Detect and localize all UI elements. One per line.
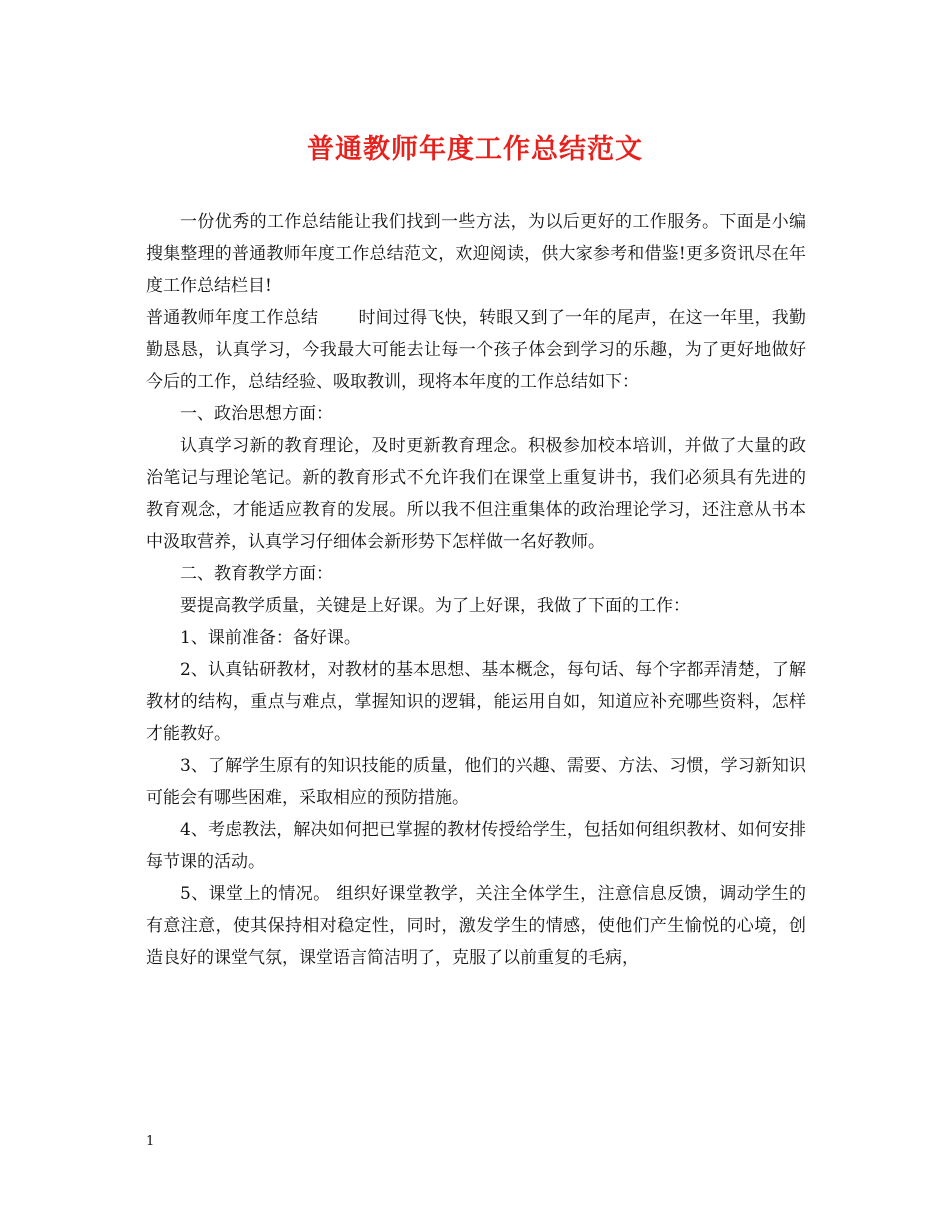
list-item-1: 1、课前准备：备好课。 bbox=[180, 628, 361, 648]
opening-text: 时间过得飞快，转眼又到了一年的尾声，在这一年里，我勤勤恳恳，认真学习，今我最大可能去让每一个孩子体会到学习的乐趣，为了更好地做好今后的工作，总结经验、吸取教训，现将本年度的工作总结如下： bbox=[146, 308, 807, 392]
page-number: 1 bbox=[146, 1134, 155, 1149]
teaching-heading: 二、教育教学方面： bbox=[180, 564, 333, 584]
summary-opening-paragraph bbox=[146, 302, 806, 398]
document-title: 普通教师年度工作总结范文 bbox=[307, 134, 643, 165]
politics-heading: 一、政治思想方面： bbox=[180, 404, 333, 424]
section-heading: 普通教师年度工作总结 bbox=[146, 308, 319, 328]
politics-paragraph: 认真学习新的教育理论，及时更新教育理念。积极参加校本培训，并做了大量的政治笔记与理论笔记。新的教育形式不允许我们在课堂上重复讲书，我们必须具有先进的教育观念，才能适应教育的发展。所以我不但注重集体的政治理论学习，还注意从书本中汲取营养，认真学习仔细体会新形势下怎样做一名好教师。 bbox=[146, 436, 806, 552]
teaching-intro-paragraph: 要提高教学质量，关键是上好课。为了上好课，我做了下面的工作： bbox=[180, 596, 690, 616]
document-body bbox=[146, 206, 806, 974]
list-item-4: 4、考虑教法，解决如何把已掌握的教材传授给学生，包括如何组织教材、如何安排每节课的活动。 bbox=[146, 820, 806, 872]
list-item-2: 2、认真钻研教材，对教材的基本思想、基本概念，每句话、每个字都弄清楚，了解教材的结构，重点与难点，掌握知识的逻辑，能运用自如，知道应补充哪些资料，怎样才能教好。 bbox=[146, 660, 806, 744]
list-item-5: 5、课堂上的情况。 组织好课堂教学，关注全体学生，注意信息反馈，调动学生的有意注意，使其保持相对稳定性，同时，激发学生的情感，使他们产生愉悦的心境，创造良好的课堂气氛，课堂语言简洁明了，克服了以前重复的毛病， bbox=[146, 884, 806, 968]
intro-paragraph: 一份优秀的工作总结能让我们找到一些方法，为以后更好的工作服务。下面是小编搜集整理的普通教师年度工作总结范文，欢迎阅读，供大家参考和借鉴!更多资讯尽在年度工作总结栏目! bbox=[146, 212, 806, 296]
list-item-3: 3、了解学生原有的知识技能的质量，他们的兴趣、需要、方法、习惯，学习新知识可能会有哪些困难，采取相应的预防措施。 bbox=[146, 756, 806, 808]
